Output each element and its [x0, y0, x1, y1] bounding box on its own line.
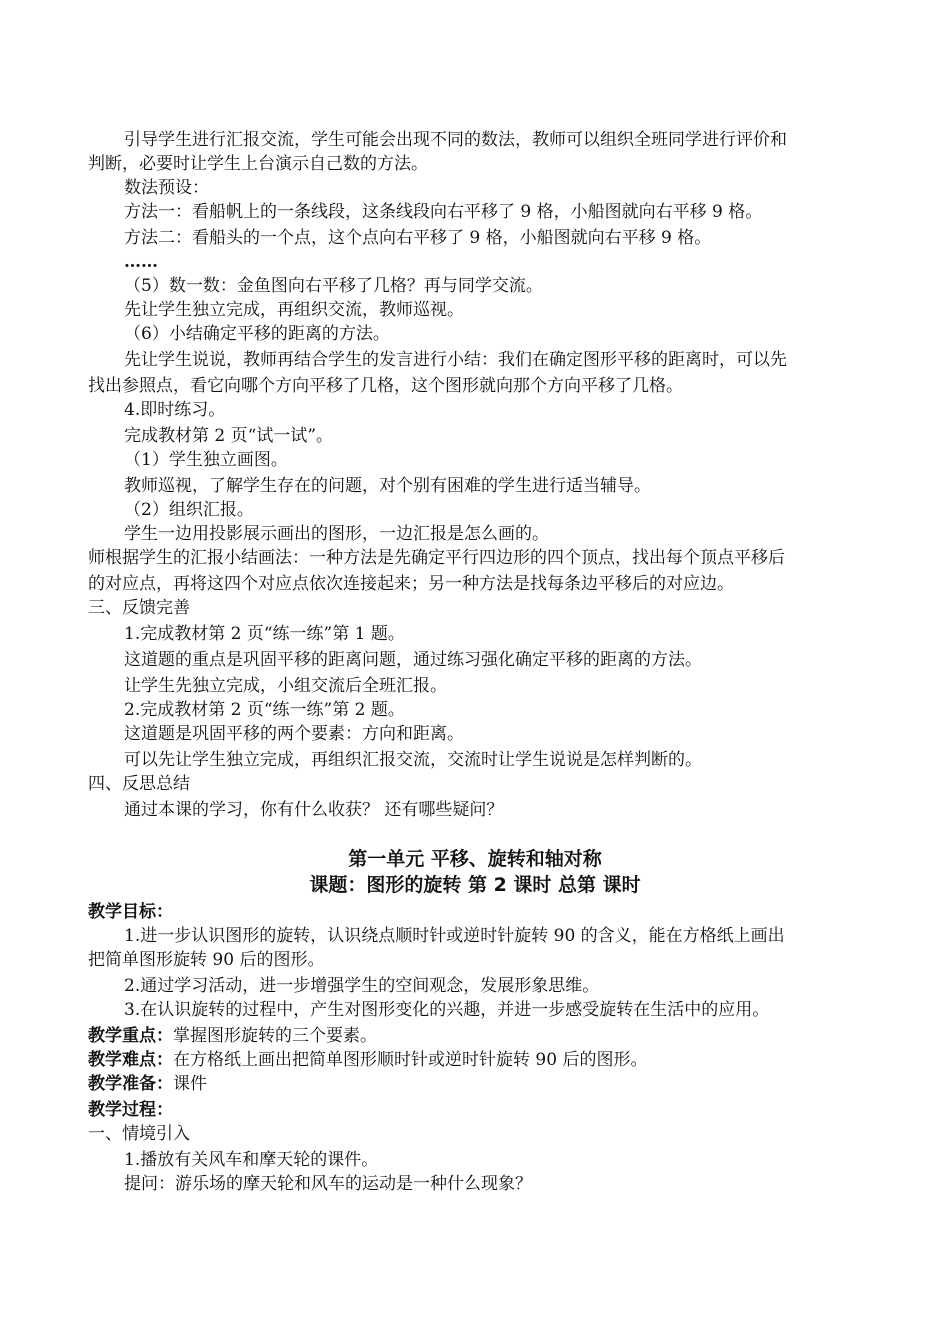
- paragraph-line: （2）组织汇报。: [124, 500, 254, 520]
- paragraph-line: 可以先让学生独立完成，再组织汇报交流，交流时让学生说说是怎样判断的。: [124, 750, 702, 770]
- paragraph-line: 教师巡视，了解学生存在的问题，对个别有困难的学生进行适当辅导。: [124, 476, 651, 496]
- paragraph-line: 提问：游乐场的摩天轮和风车的运动是一种什么现象？: [124, 1174, 532, 1194]
- preparation-label: 教学准备：: [88, 1074, 173, 1094]
- goal-line: 把简单图形旋转 90 后的图形。: [88, 950, 325, 970]
- process-label: 教学过程：: [88, 1100, 173, 1120]
- difficulty-label: 教学难点：: [88, 1050, 173, 1070]
- paragraph-line: 通过本课的学习，你有什么收获？ 还有哪些疑问？: [124, 800, 504, 820]
- paragraph-line: 方法一：看船帆上的一条线段，这条线段向右平移了 9 格，小船图就向右平移 9 格。: [124, 202, 763, 222]
- paragraph-line: 引导学生进行汇报交流，学生可能会出现不同的数法，教师可以组织全班同学进行评价和: [124, 130, 787, 150]
- paragraph-line: 学生一边用投影展示画出的图形，一边汇报是怎么画的。: [124, 524, 549, 544]
- key-point-text: 掌握图形旋转的三个要素。: [173, 1026, 377, 1046]
- section-heading: 四、反思总结: [88, 774, 190, 794]
- paragraph-line: 1.播放有关风车和摩天轮的课件。: [124, 1150, 379, 1170]
- paragraph-line: 数法预设：: [124, 178, 209, 198]
- goal-line: 1.进一步认识图形的旋转，认识绕点顺时针或逆时针旋转 90 的含义，能在方格纸上画出: [124, 926, 785, 946]
- goal-line: 2.通过学习活动，进一步增强学生的空间观念，发展形象思维。: [124, 976, 600, 996]
- paragraph-line: 先让学生独立完成，再组织交流，教师巡视。: [124, 300, 464, 320]
- paragraph-line: 完成教材第 2 页“试一试”。: [124, 426, 334, 446]
- section-heading: 一、情境引入: [88, 1124, 190, 1144]
- paragraph-line: 找出参照点，看它向哪个方向平移了几格，这个图形就向那个方向平移了几格。: [88, 376, 683, 396]
- preparation-text: 课件: [173, 1074, 207, 1094]
- ellipsis-line: ……: [124, 252, 158, 272]
- paragraph-line: 先让学生说说，教师再结合学生的发言进行小结：我们在确定图形平移的距离时，可以先: [124, 350, 787, 370]
- paragraph-line: （5）数一数：金鱼图向右平移了几格？再与同学交流。: [124, 276, 543, 296]
- paragraph-line: （6）小结确定平移的距离的方法。: [124, 324, 390, 344]
- goals-label: 教学目标：: [88, 902, 173, 922]
- key-point-label: 教学重点：: [88, 1026, 173, 1046]
- paragraph-line: （1）学生独立画图。: [124, 450, 288, 470]
- paragraph-line: 判断，必要时让学生上台演示自己数的方法。: [88, 154, 428, 174]
- lesson-title: 课题：图形的旋转 第 2 课时 总第 课时: [309, 874, 641, 896]
- key-point-line: [88, 1024, 377, 1048]
- paragraph-line: 4.即时练习。: [124, 400, 226, 420]
- paragraph-line: 方法二：看船头的一个点，这个点向右平移了 9 格，小船图就向右平移 9 格。: [124, 228, 712, 248]
- unit-title: 第一单元 平移、旋转和轴对称: [348, 848, 602, 870]
- paragraph-line: 让学生先独立完成，小组交流后全班汇报。: [124, 676, 447, 696]
- paragraph-line: 这道题的重点是巩固平移的距离问题，通过练习强化确定平移的距离的方法。: [124, 650, 702, 670]
- paragraph-line: 师根据学生的汇报小结画法：一种方法是先确定平行四边形的四个顶点，找出每个顶点平移后: [88, 548, 785, 568]
- goal-line: 3.在认识旋转的过程中，产生对图形变化的兴趣，并进一步感受旋转在生活中的应用。: [124, 1000, 770, 1020]
- difficulty-text: 在方格纸上画出把简单图形顺时针或逆时针旋转 90 后的图形。: [173, 1050, 648, 1070]
- preparation-line: [88, 1072, 207, 1096]
- paragraph-line: 2.完成教材第 2 页“练一练”第 2 题。: [124, 700, 405, 720]
- paragraph-line: 这道题是巩固平移的两个要素：方向和距离。: [124, 724, 464, 744]
- paragraph-line: 1.完成教材第 2 页“练一练”第 1 题。: [124, 624, 405, 644]
- difficulty-line: [88, 1048, 647, 1072]
- section-heading: 三、反馈完善: [88, 598, 190, 618]
- paragraph-line: 的对应点，再将这四个对应点依次连接起来；另一种方法是找每条边平移后的对应边。: [88, 574, 734, 594]
